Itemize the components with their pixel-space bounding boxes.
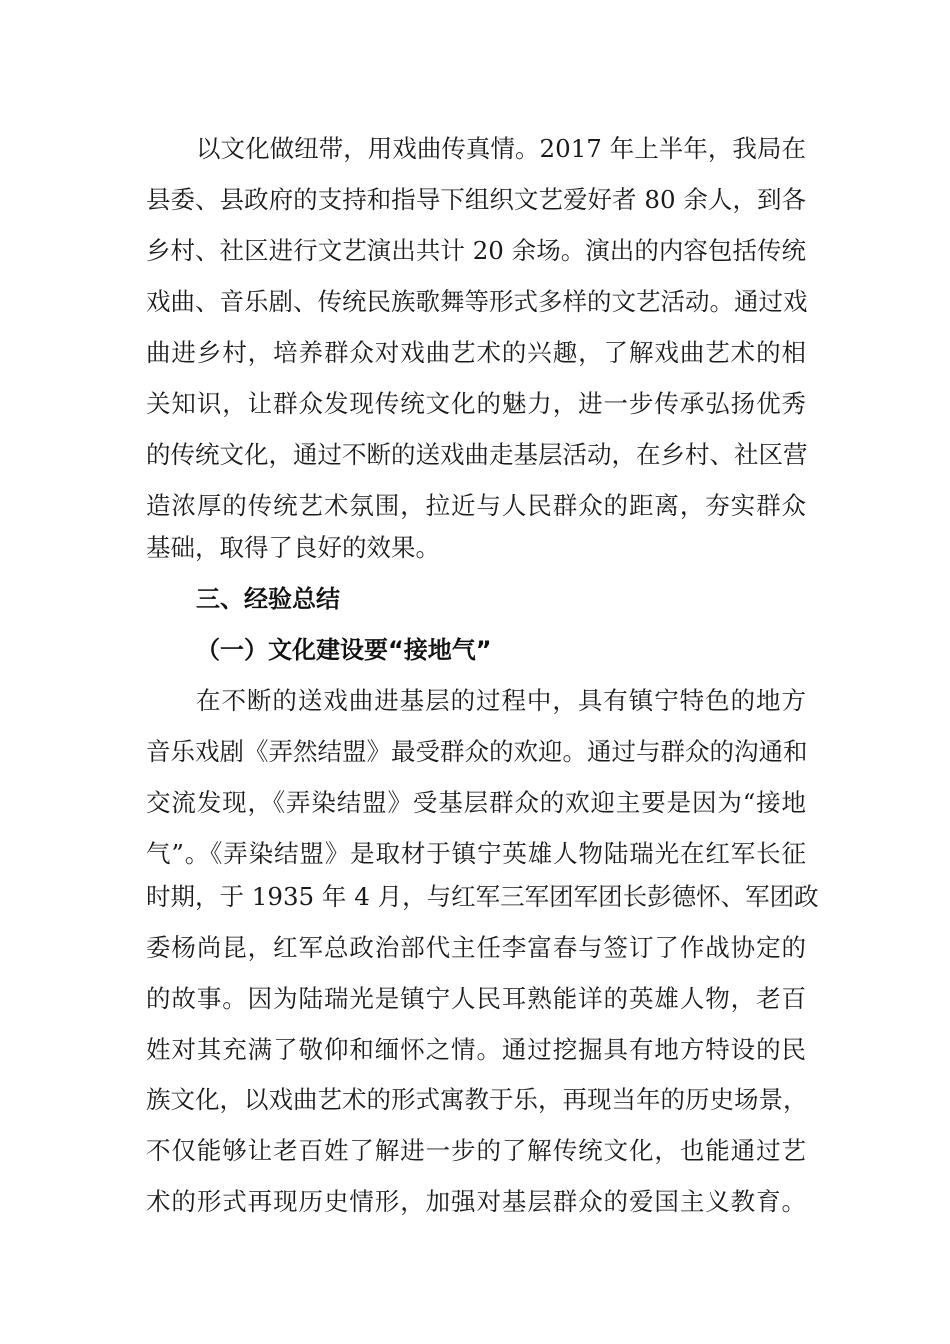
paragraph1-line-3: 乡村、社区进行文艺演出共计 20 余场。演出的内容包括传统 — [146, 236, 806, 265]
paragraph2-line-7: 的故事。因为陆瑞光是镇宁人民耳熟能详的英雄人物，老百 — [146, 984, 806, 1013]
paragraph1-line-2: 县委、县政府的支持和指导下组织文艺爱好者 80 余人，到各 — [146, 185, 806, 214]
paragraph1-line-8: 造浓厚的传统艺术氛围，拉近与人民群众的距离，夯实群众 — [146, 491, 806, 520]
paragraph2-line-4: 气”。《弄染结盟》是取材于镇宁英雄人物陆瑞光在红军长征 — [146, 839, 806, 868]
section-heading: 三、经验总结 — [196, 585, 340, 613]
paragraph1-line-1: 以文化做纽带，用戏曲传真情。2017 年上半年，我局在 — [196, 134, 806, 163]
paragraph1-line-9: 基础，取得了良好的效果。 — [146, 533, 440, 562]
subsection-heading: （一）文化建设要“接地气” — [196, 636, 492, 664]
paragraph1-line-6: 关知识，让群众发现传统文化的魅力，进一步传承弘扬优秀 — [146, 389, 806, 418]
paragraph2-line-8: 姓对其充满了敬仰和缅怀之情。通过挖掘具有地方特设的民 — [146, 1035, 806, 1064]
paragraph2-line-1: 在不断的送戏曲进基层的过程中，具有镇宁特色的地方 — [196, 686, 806, 715]
paragraph2-line-3: 交流发现，《弄染结盟》受基层群众的欢迎主要是因为“接地 — [146, 788, 806, 817]
paragraph2-line-10: 不仅能够让老百姓了解进一步的了解传统文化，也能通过艺 — [146, 1136, 806, 1165]
paragraph2-line-11: 术的形式再现历史情形，加强对基层群众的爱国主义教育。 — [146, 1187, 806, 1216]
paragraph1-line-5: 曲进乡村，培养群众对戏曲艺术的兴趣，了解戏曲艺术的相 — [146, 338, 806, 367]
paragraph1-line-4: 戏曲、音乐剧、传统民族歌舞等形式多样的文艺活动。通过戏 — [146, 287, 808, 316]
paragraph1-line-7: 的传统文化，通过不断的送戏曲走基层活动，在乡村、社区营 — [146, 440, 808, 469]
paragraph2-line-5: 时期，于 1935 年 4 月，与红军三军团军团长彭德怀、军团政 — [146, 882, 819, 911]
paragraph2-line-2: 音乐戏剧《弄然结盟》最受群众的欢迎。通过与群众的沟通和 — [146, 737, 808, 766]
paragraph2-line-9: 族文化，以戏曲艺术的形式寓教于乐，再现当年的历史场景， — [146, 1085, 808, 1114]
paragraph2-line-6: 委杨尚昆，红军总政治部代主任李富春与签订了作战协定的 — [146, 933, 806, 962]
